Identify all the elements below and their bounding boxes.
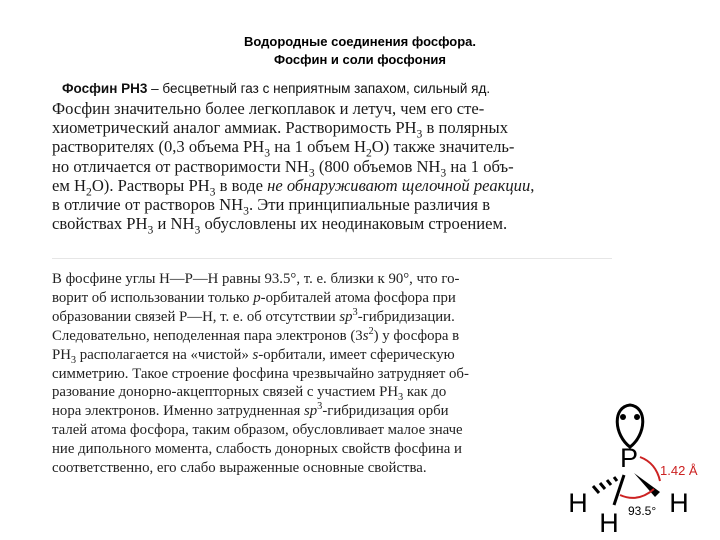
- para2-line-9: талей атома фосфора, таким образом, обусловливает малое значе: [52, 422, 463, 439]
- lead-text: – бесцветный газ с неприятным запахом, сильный яд.: [147, 81, 491, 96]
- page-title-line-2: Фосфин и соли фосфония: [273, 52, 446, 67]
- lone-pair-electron-left: [620, 414, 626, 420]
- para1-line-6: в отличие от растворов $NH_3$. Эти принципиальные различия в: [52, 195, 491, 218]
- para1-line-4: но отличается от растворимости $NH_3$ (800 объемов $NH_3$ на 1 объ-: [52, 156, 514, 179]
- bond-length-arc: [640, 457, 660, 481]
- central-atom-label: P: [619, 443, 639, 473]
- para1-line-1: Фосфин значительно более легкоплавок и летуч, чем его сте-: [52, 99, 485, 118]
- para2-line-1: В фосфине углы H—P—H равны 93.5°, т. е. близки к 90°, что го-: [52, 271, 460, 287]
- phosphine-molecule-diagram: [560, 395, 720, 540]
- para1-line-7: свойствах $PH_3$ и $NH_3$ обусловлены их неодинаковым строением.: [52, 214, 508, 237]
- scanned-paragraph-2: [52, 270, 582, 478]
- lone-pair-electron-right: [634, 414, 640, 420]
- bond-angle-arc: [620, 489, 654, 498]
- para1-line-2: хиометрический аналог аммиак. Растворимость $PH_3$ в полярных: [52, 118, 508, 141]
- scanned-paragraph-1: [52, 99, 622, 237]
- lead-term: Фосфин PH3: [62, 81, 148, 96]
- bond-angle-label: 93.5°: [628, 504, 657, 518]
- dashed-bond-left: [593, 477, 617, 493]
- para2-line-3: образовании связей P—H, т. е. об отсутствии $sp^3$-гибридизации.: [52, 306, 455, 325]
- section-divider: [52, 258, 612, 259]
- page-title-line-1: Водородные соединения фосфора.: [243, 34, 476, 49]
- para2-line-6: симметрию. Такое строение фосфина чрезвычайно затрудняет об-: [52, 365, 469, 382]
- right-hydrogen-label: H: [669, 488, 689, 518]
- lone-pair-orbital: [617, 405, 643, 447]
- para2-line-11: соответственно, его слабо выраженные основные свойства.: [52, 460, 427, 477]
- para2-line-10: ние дипольного момента, слабость донорных свойств фосфина и: [52, 441, 462, 458]
- para2-line-8: нора электронов. Именно затрудненная $sp^3$-гибридизация орби: [52, 401, 449, 420]
- para1-line-5: ем $H_2O$). Растворы $PH_3$ в воде не обнаруживают щелочной реакции,: [52, 175, 535, 199]
- para1-line-3: растворителях (0,3 объема $PH_3$ на 1 объем $H_2O$) также значитель-: [52, 137, 515, 160]
- para2-line-4: Следовательно, неподеленная пара электронов $(3s^2)$ у фосфора в: [52, 325, 460, 344]
- bond-length-label: 1.42 Å: [660, 463, 698, 478]
- lead-sentence: [62, 80, 682, 98]
- para2-line-7: разование донорно-акцепторных связей с участием $PH_3$ как до: [52, 384, 447, 404]
- para2-line-2: ворит об использовании только p-орбиталей атома фосфора при: [52, 289, 456, 306]
- left-hydrogen-label: H: [568, 488, 588, 518]
- bottom-hydrogen-label: H: [599, 508, 619, 538]
- para2-line-5: $PH_3$ располагается на «чистой» s-орбитали, имеет сферическую: [52, 346, 455, 366]
